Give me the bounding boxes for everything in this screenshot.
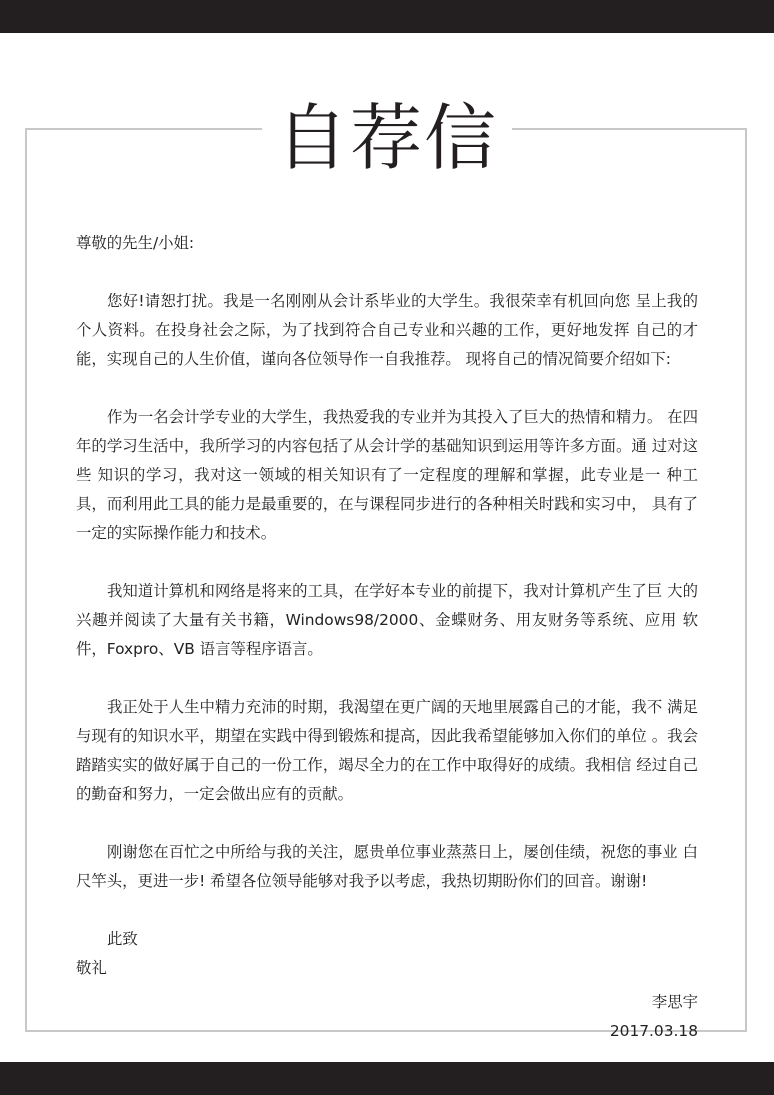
signature-date: 2017.03.18 bbox=[609, 1022, 698, 1040]
letter-title: 自荐信 bbox=[262, 93, 512, 183]
paragraph-computer: 我知道计算机和网络是将来的工具，在学好本专业的前提下，我对计算机产生了巨 大的兴趣并阅读了大量有关书籍，Windows98/2000、金蝶财务、用友财务等系统、应用 软件，Foxpro、VB 语言等程序语言。 bbox=[76, 582, 698, 658]
paragraph-major: 作为一名会计学专业的大学生，我热爱我的专业并为其投入了巨大的热情和精力。 在四年的学习生活中，我所学习的内容包括了从会计学的基础知识到运用等许多方面。通 过对这些 知识的学习，我对这一领域的相关知识有了一定程度的理解和掌握，此专业是一 种工具，而利用此工具的能力是最重要的，在与课程同步进行的各种相关时践和实习中， 具有了一定的实际操作能力和技术。 bbox=[76, 408, 698, 542]
paragraph-thanks: 刚谢您在百忙之中所给与我的关注，愿贵单位事业蒸蒸日上，屡创佳绩，祝您的事业 白尺竿头，更进一步! 希望各位领导能够对我予以考虑，我热切期盼你们的回音。谢谢! bbox=[76, 843, 698, 890]
paragraph-intro: 您好!请恕打扰。我是一名刚刚从会计系毕业的大学生。我很荣幸有机回向您 呈上我的个人资料。在投身社会之际，为了找到符合自己专业和兴趣的工作，更好地发挥 自己的才能，实现自己的人生价值，谨向各位领导作一自我推荐。 现将自己的情况简要介绍如下: bbox=[76, 292, 698, 368]
closing-salutation: 此致 bbox=[107, 930, 138, 948]
letter-body bbox=[76, 229, 698, 1046]
signature-name: 李思宇 bbox=[651, 993, 698, 1011]
top-decorative-bar bbox=[0, 0, 774, 33]
paragraph-aspiration: 我正处于人生中精力充沛的时期，我渴望在更广阔的天地里展露自己的才能，我不 满足与现有的知识水平，期望在实践中得到锻炼和提高，因此我希望能够加入你们的单位 。我会踏踏实实的做好属于自己的一份工作，竭尽全力的在工作中取得好的成绩。我相信 经过自己的勤奋和努力，一定会做出应有的贡献。 bbox=[76, 698, 698, 803]
bottom-decorative-bar bbox=[0, 1062, 774, 1095]
letter-greeting: 尊敬的先生/小姐: bbox=[76, 234, 195, 252]
closing-regards: 敬礼 bbox=[76, 959, 107, 977]
